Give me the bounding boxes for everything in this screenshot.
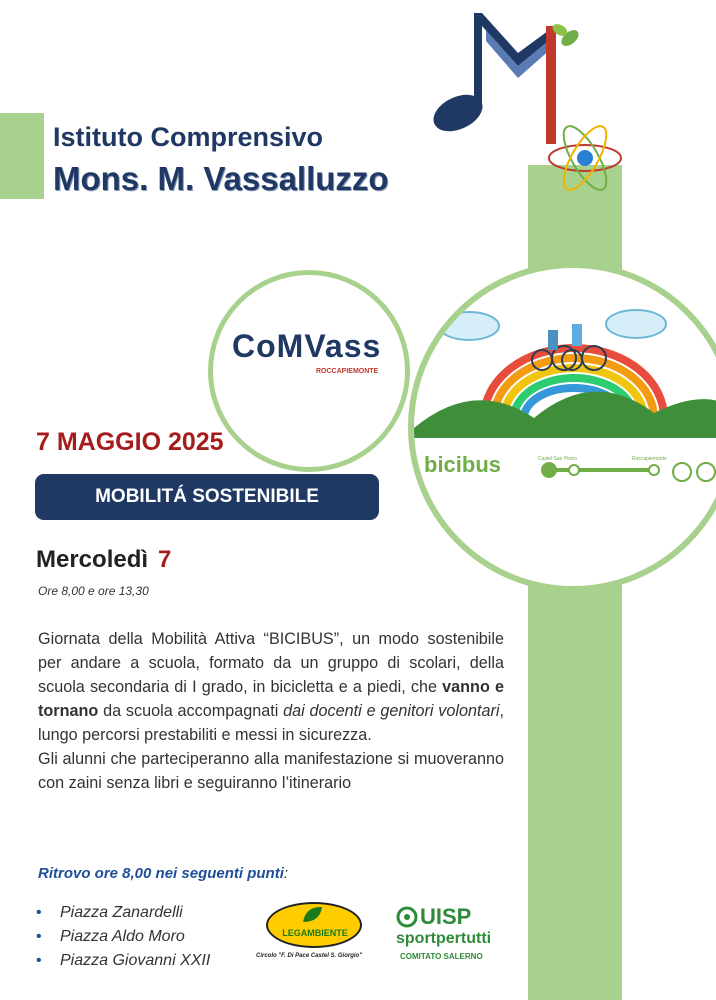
comvass-subtitle: ROCCAPIEMONTE	[316, 368, 379, 375]
day-number: 7	[158, 546, 172, 573]
school-name-line1: Istituto Comprensivo	[53, 122, 324, 152]
mobility-banner: MOBILITÁ SOSTENIBILE	[35, 474, 379, 520]
uisp-logo-icon	[396, 906, 418, 928]
list-item: • Piazza Giovanni XXII	[36, 952, 211, 969]
description-paragraph-1: Giornata della Mobilità Attiva “BICIBUS”, un modo sostenibile per andare a scuola, formato da un gruppo di scolari, della scuola secondaria di I grado, in bicicletta e a piedi, che vanno e tornano da scuola accompagnati dai docenti e genitori volontari, lungo percorsi prestabiliti e messi in sicurezza.	[38, 630, 504, 744]
meeting-places-list	[36, 901, 210, 973]
uisp-tagline: sportpertutti	[396, 930, 492, 947]
legambiente-caption: Circolo "F. Di Pace Castel S. Giorgio"	[256, 953, 363, 959]
uisp-text: UISP	[420, 904, 472, 929]
event-date: 7 MAGGIO 2025	[36, 428, 224, 456]
bicibus-illustration	[414, 268, 716, 588]
meeting-title: Ritrovo ore 8,00 nei seguenti punti:	[38, 865, 289, 882]
list-item: • Piazza Zanardelli	[36, 904, 183, 921]
list-item: • Piazza Aldo Moro	[36, 928, 185, 945]
uisp-committee: COMITATO SALERNO	[400, 952, 483, 961]
event-hours: Ore 8,00 e ore 13,30	[38, 584, 149, 598]
route-label-end: Roccapiemonte	[632, 456, 667, 462]
green-accent-block	[0, 113, 44, 199]
legambiente-leaf-icon	[300, 904, 326, 926]
bicibus-logo-text: bicibus	[424, 452, 502, 477]
school-logo	[430, 8, 630, 198]
bicibus-circle	[408, 262, 716, 592]
comvass-logo-text: CoMVass	[232, 328, 382, 364]
event-day	[36, 546, 171, 574]
description-paragraph-2: Gli alunni che parteciperanno alla manifestazione si muoveranno con zaini senza libri e seguiranno l’itinerario	[38, 750, 504, 792]
day-name: Mercoledì	[36, 546, 149, 573]
route-label-start: Castel San Pietro	[538, 456, 577, 462]
school-name-line2: Mons. M. Vassalluzzo	[53, 160, 389, 197]
legambiente-text: LEGAMBIENTE	[282, 928, 348, 938]
comvass-circle	[208, 270, 410, 472]
description	[38, 627, 504, 795]
